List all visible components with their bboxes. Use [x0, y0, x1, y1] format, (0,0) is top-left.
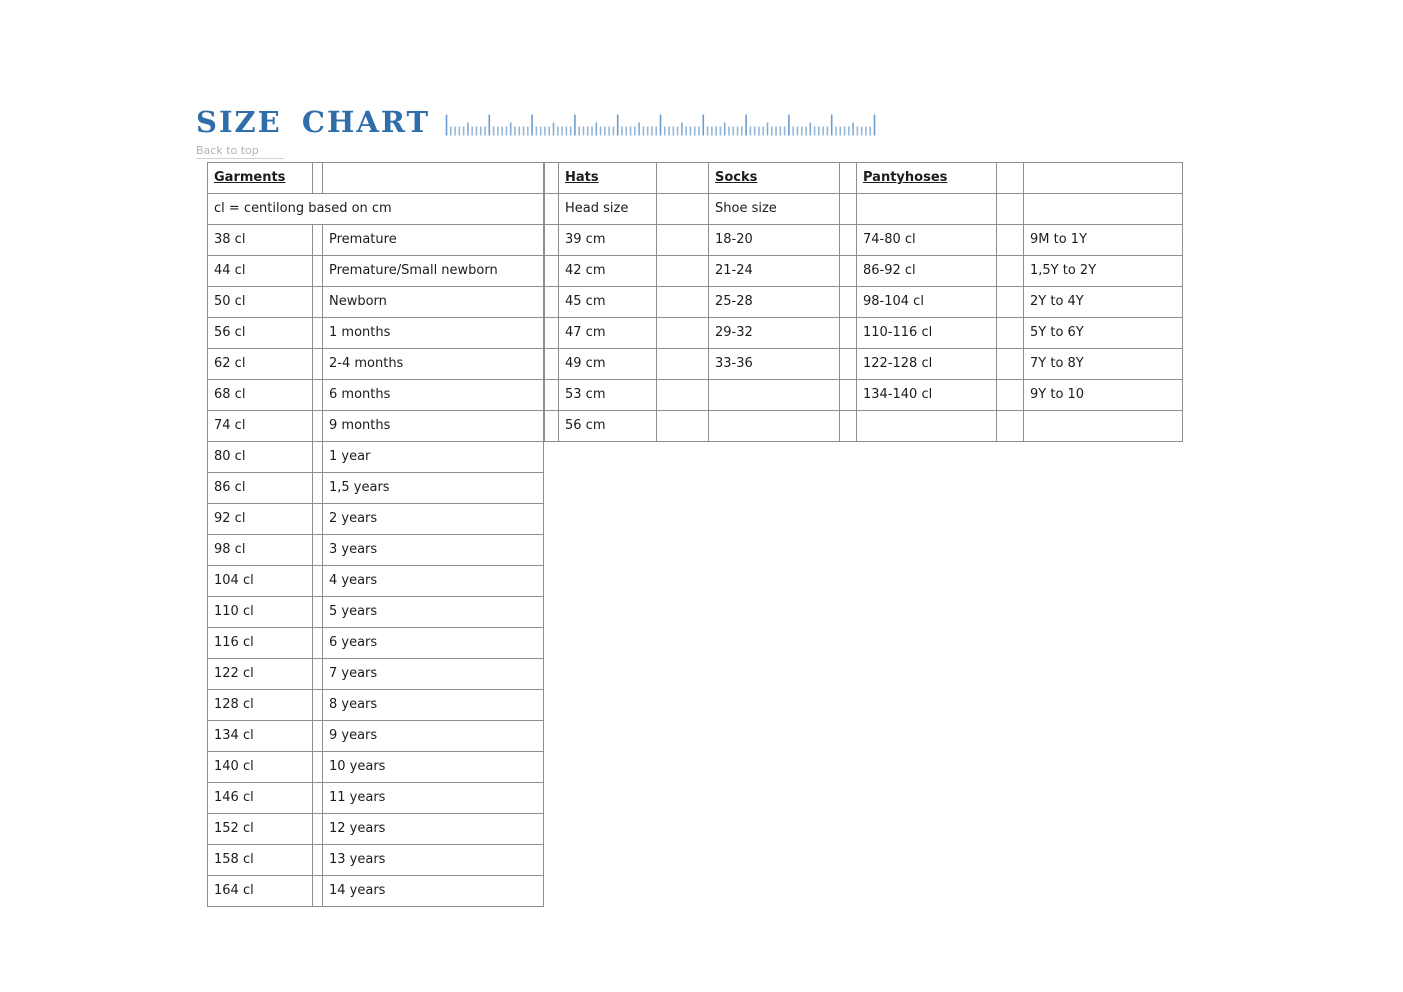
- empty-cell: [1024, 163, 1183, 194]
- spacer-cell: [997, 256, 1024, 287]
- garments-row: [208, 659, 544, 690]
- garment-size-cell: 140 cl: [208, 752, 313, 783]
- empty-cell: [323, 163, 544, 194]
- spacer-cell: [657, 225, 709, 256]
- garments-table-body: [208, 163, 544, 907]
- garments-note: cl = centilong based on cm: [208, 194, 544, 225]
- garment-size-cell: 116 cl: [208, 628, 313, 659]
- spacer-cell: [657, 380, 709, 411]
- spacer-cell: [313, 287, 323, 318]
- garment-age-cell: 9 months: [323, 411, 544, 442]
- spacer-cell: [313, 690, 323, 721]
- garment-size-cell: 86 cl: [208, 473, 313, 504]
- spacer-cell: [313, 163, 323, 194]
- empty-cell: [857, 194, 997, 225]
- garment-age-cell: 2-4 months: [323, 349, 544, 380]
- spacer-cell: [997, 194, 1024, 225]
- socks-subheader: Shoe size: [709, 194, 840, 225]
- spacer-cell: [657, 349, 709, 380]
- sock-size-cell: 25-28: [709, 287, 840, 318]
- garment-age-cell: 6 months: [323, 380, 544, 411]
- spacer-cell: [840, 194, 857, 225]
- spacer-cell: [840, 380, 857, 411]
- spacer-cell: [545, 163, 559, 194]
- garment-size-cell: 80 cl: [208, 442, 313, 473]
- pantyhoses-header: Pantyhoses: [857, 163, 997, 194]
- garment-age-cell: Premature: [323, 225, 544, 256]
- pantyhose-size-cell: 86-92 cl: [857, 256, 997, 287]
- garments-header-row: [208, 163, 544, 194]
- pantyhose-size-cell: 110-116 cl: [857, 318, 997, 349]
- hats-subheader: Head size: [559, 194, 657, 225]
- sock-size-cell: 18-20: [709, 225, 840, 256]
- pantyhose-age-cell: 9Y to 10: [1024, 380, 1183, 411]
- garment-age-cell: Premature/Small newborn: [323, 256, 544, 287]
- spacer-cell: [313, 752, 323, 783]
- spacer-cell: [545, 194, 559, 225]
- garment-age-cell: 9 years: [323, 721, 544, 752]
- garments-row: [208, 225, 544, 256]
- spacer-cell: [997, 163, 1024, 194]
- sizes-subheader-row: [545, 194, 1183, 225]
- spacer-cell: [657, 318, 709, 349]
- spacer-cell: [840, 411, 857, 442]
- pantyhose-age-cell: 1,5Y to 2Y: [1024, 256, 1183, 287]
- pantyhose-age-cell: 2Y to 4Y: [1024, 287, 1183, 318]
- sizes-row: [545, 256, 1183, 287]
- garment-age-cell: 4 years: [323, 566, 544, 597]
- garments-row: [208, 442, 544, 473]
- sizes-row: [545, 380, 1183, 411]
- spacer-cell: [313, 442, 323, 473]
- garments-note-row: [208, 194, 544, 225]
- garment-size-cell: 158 cl: [208, 845, 313, 876]
- spacer-cell: [313, 814, 323, 845]
- garment-age-cell: 14 years: [323, 876, 544, 907]
- sizes-row: [545, 411, 1183, 442]
- spacer-cell: [997, 411, 1024, 442]
- garment-size-cell: 134 cl: [208, 721, 313, 752]
- hat-size-cell: 42 cm: [559, 256, 657, 287]
- garments-row: [208, 411, 544, 442]
- garment-age-cell: 12 years: [323, 814, 544, 845]
- spacer-cell: [840, 225, 857, 256]
- spacer-cell: [657, 287, 709, 318]
- spacer-cell: [840, 287, 857, 318]
- spacer-cell: [545, 349, 559, 380]
- garment-size-cell: 50 cl: [208, 287, 313, 318]
- garment-age-cell: 5 years: [323, 597, 544, 628]
- sizes-row: [545, 318, 1183, 349]
- garment-size-cell: 152 cl: [208, 814, 313, 845]
- spacer-cell: [313, 783, 323, 814]
- garment-size-cell: 68 cl: [208, 380, 313, 411]
- garment-size-cell: 74 cl: [208, 411, 313, 442]
- garments-row: [208, 566, 544, 597]
- page-header: [196, 106, 1403, 137]
- spacer-cell: [313, 504, 323, 535]
- garment-age-cell: 13 years: [323, 845, 544, 876]
- garment-size-cell: 62 cl: [208, 349, 313, 380]
- hat-size-cell: 47 cm: [559, 318, 657, 349]
- garment-age-cell: 6 years: [323, 628, 544, 659]
- hat-size-cell: 56 cm: [559, 411, 657, 442]
- ruler-icon: [445, 112, 876, 136]
- garment-size-cell: 122 cl: [208, 659, 313, 690]
- garment-size-cell: 38 cl: [208, 225, 313, 256]
- pantyhose-size-cell: 134-140 cl: [857, 380, 997, 411]
- spacer-cell: [545, 380, 559, 411]
- spacer-cell: [997, 380, 1024, 411]
- pantyhose-age-cell: [1024, 411, 1183, 442]
- garments-row: [208, 690, 544, 721]
- garment-age-cell: 10 years: [323, 752, 544, 783]
- pantyhose-age-cell: 5Y to 6Y: [1024, 318, 1183, 349]
- garment-age-cell: 2 years: [323, 504, 544, 535]
- garment-age-cell: 1 months: [323, 318, 544, 349]
- sizes-table-body: [545, 163, 1183, 442]
- hat-size-cell: 39 cm: [559, 225, 657, 256]
- garment-age-cell: 11 years: [323, 783, 544, 814]
- spacer-cell: [313, 349, 323, 380]
- garments-row: [208, 597, 544, 628]
- spacer-cell: [657, 194, 709, 225]
- spacer-cell: [997, 287, 1024, 318]
- garment-size-cell: 56 cl: [208, 318, 313, 349]
- garments-row: [208, 318, 544, 349]
- garment-size-cell: 164 cl: [208, 876, 313, 907]
- sock-size-cell: 33-36: [709, 349, 840, 380]
- garment-age-cell: 1,5 years: [323, 473, 544, 504]
- spacer-cell: [657, 411, 709, 442]
- garment-size-cell: 128 cl: [208, 690, 313, 721]
- pantyhose-size-cell: 74-80 cl: [857, 225, 997, 256]
- size-tables: [207, 162, 1403, 907]
- garments-row: [208, 349, 544, 380]
- garments-row: [208, 845, 544, 876]
- hat-size-cell: 53 cm: [559, 380, 657, 411]
- sizes-row: [545, 349, 1183, 380]
- garment-age-cell: Newborn: [323, 287, 544, 318]
- garments-row: [208, 721, 544, 752]
- garments-row: [208, 256, 544, 287]
- spacer-cell: [313, 380, 323, 411]
- sock-size-cell: 29-32: [709, 318, 840, 349]
- sock-size-cell: [709, 411, 840, 442]
- socks-header: Socks: [709, 163, 840, 194]
- garments-row: [208, 380, 544, 411]
- spacer-cell: [545, 256, 559, 287]
- pantyhose-size-cell: [857, 411, 997, 442]
- page-title: SIZE CHART: [196, 105, 431, 139]
- sock-size-cell: [709, 380, 840, 411]
- spacer-cell: [545, 287, 559, 318]
- hat-size-cell: 45 cm: [559, 287, 657, 318]
- pantyhose-age-cell: 9M to 1Y: [1024, 225, 1183, 256]
- garment-age-cell: 8 years: [323, 690, 544, 721]
- spacer-cell: [840, 318, 857, 349]
- spacer-cell: [840, 349, 857, 380]
- spacer-cell: [313, 411, 323, 442]
- garments-row: [208, 628, 544, 659]
- garments-row: [208, 504, 544, 535]
- hat-size-cell: 49 cm: [559, 349, 657, 380]
- garment-size-cell: 110 cl: [208, 597, 313, 628]
- pantyhose-size-cell: 122-128 cl: [857, 349, 997, 380]
- spacer-cell: [313, 535, 323, 566]
- spacer-cell: [313, 473, 323, 504]
- garments-row: [208, 876, 544, 907]
- garment-age-cell: 3 years: [323, 535, 544, 566]
- garment-size-cell: 104 cl: [208, 566, 313, 597]
- spacer-cell: [997, 349, 1024, 380]
- spacer-cell: [313, 845, 323, 876]
- sizes-table: [544, 162, 1183, 442]
- back-to-top-link[interactable]: Back to top: [196, 145, 284, 159]
- garments-row: [208, 814, 544, 845]
- spacer-cell: [545, 411, 559, 442]
- spacer-cell: [313, 256, 323, 287]
- spacer-cell: [657, 163, 709, 194]
- spacer-cell: [313, 876, 323, 907]
- spacer-cell: [313, 225, 323, 256]
- garments-row: [208, 783, 544, 814]
- sizes-header-row: [545, 163, 1183, 194]
- spacer-cell: [545, 318, 559, 349]
- garment-size-cell: 92 cl: [208, 504, 313, 535]
- garment-size-cell: 44 cl: [208, 256, 313, 287]
- garments-row: [208, 473, 544, 504]
- garment-size-cell: 146 cl: [208, 783, 313, 814]
- empty-cell: [1024, 194, 1183, 225]
- sizes-row: [545, 287, 1183, 318]
- garments-row: [208, 752, 544, 783]
- spacer-cell: [840, 256, 857, 287]
- spacer-cell: [545, 225, 559, 256]
- garments-row: [208, 535, 544, 566]
- hats-header: Hats: [559, 163, 657, 194]
- sizes-row: [545, 225, 1183, 256]
- garments-row: [208, 287, 544, 318]
- spacer-cell: [997, 225, 1024, 256]
- pantyhose-size-cell: 98-104 cl: [857, 287, 997, 318]
- garments-table: [207, 162, 544, 907]
- garment-age-cell: 7 years: [323, 659, 544, 690]
- garment-size-cell: 98 cl: [208, 535, 313, 566]
- garment-age-cell: 1 year: [323, 442, 544, 473]
- spacer-cell: [313, 566, 323, 597]
- spacer-cell: [840, 163, 857, 194]
- pantyhose-age-cell: 7Y to 8Y: [1024, 349, 1183, 380]
- spacer-cell: [313, 597, 323, 628]
- spacer-cell: [313, 318, 323, 349]
- spacer-cell: [313, 659, 323, 690]
- spacer-cell: [997, 318, 1024, 349]
- spacer-cell: [657, 256, 709, 287]
- garments-header: Garments: [208, 163, 313, 194]
- sock-size-cell: 21-24: [709, 256, 840, 287]
- spacer-cell: [313, 721, 323, 752]
- spacer-cell: [313, 628, 323, 659]
